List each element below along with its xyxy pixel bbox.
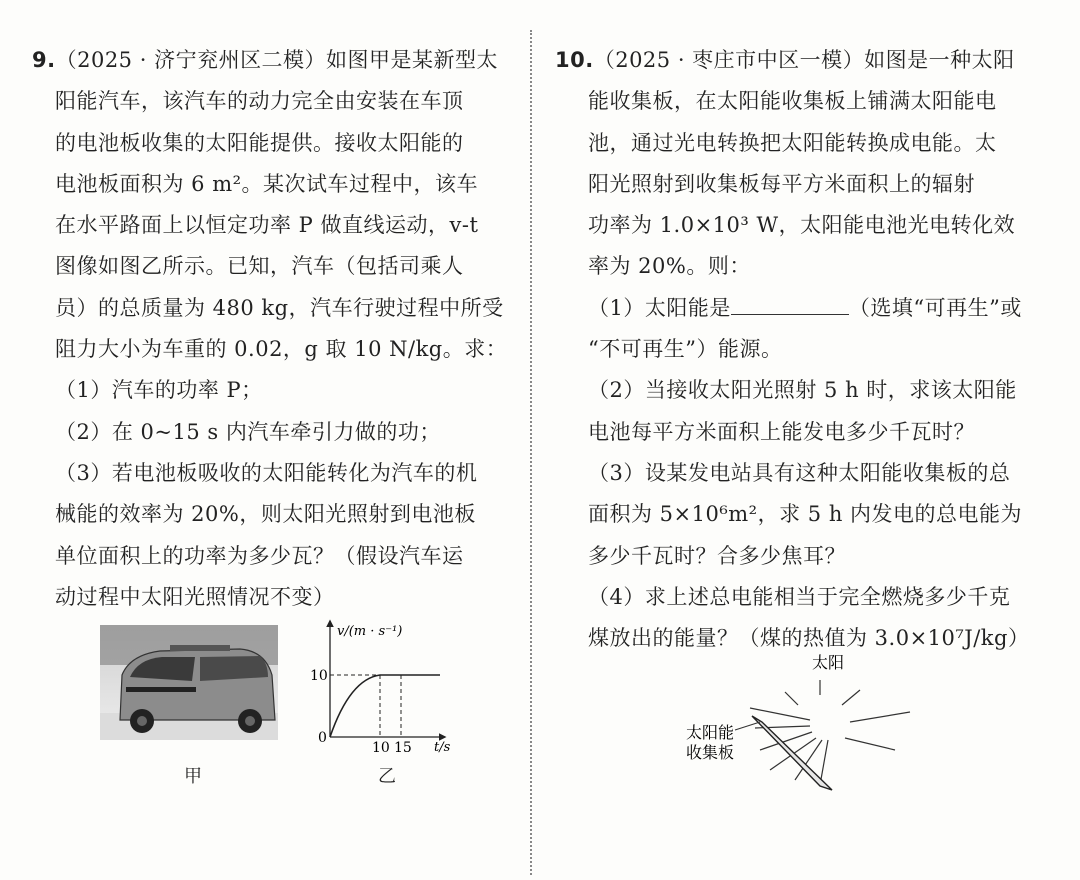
q10-sub-1-a: （1）太阳能是 <box>588 295 731 320</box>
q9-text-0: （2025 · 济宁兖州区二模）如图甲是某新型太 <box>55 48 499 72</box>
figure-yi-caption: 乙 <box>378 766 396 787</box>
column-divider <box>530 30 532 875</box>
q9-sub-3c: 单位面积上的功率为多少瓦？（假设汽车运 <box>55 543 464 568</box>
q9-sub-3: （3）若电池板吸收的太阳能转化为汽车的机 <box>55 460 478 485</box>
panel-label-2: 收集板 <box>686 743 735 762</box>
q10-sub-1c: “不可再生”）能源。 <box>588 337 783 362</box>
question-9 <box>32 40 512 618</box>
q10-sub-3b: 面积为 5×10⁶m²，求 5 h 内发电的总电能为 <box>588 502 1023 527</box>
q10-line-4: 功率为 1.0×10³ W，太阳能电池光电转化效 <box>588 213 1016 238</box>
q10-sub-2b: 电池每平方米面积上能发电多少千瓦时？ <box>588 419 975 444</box>
q10-line-2: 池，通过光电转换把太阳能转换成电能。太 <box>588 130 997 155</box>
q10-sub-2: （2）当接收太阳光照射 5 h 时，求该太阳能 <box>588 378 1017 403</box>
q9-number: 9. <box>32 48 56 72</box>
q9-line-5: 图像如图乙所示。已知，汽车（包括司乘人 <box>55 254 464 279</box>
sun-label: 太阳 <box>812 653 845 672</box>
q10-line-1: 能收集板，在太阳能收集板上铺满太阳能电 <box>588 89 997 114</box>
x-axis-label: t/s <box>434 740 451 755</box>
q10-sub-4: （4）求上述总电能相当于完全燃烧多少千克 <box>588 584 1011 609</box>
q10-line-0 <box>555 40 1055 81</box>
q10-sub-3: （3）设某发电站具有这种太阳能收集板的总 <box>588 460 1011 485</box>
light-rays-to-panel <box>750 708 828 785</box>
question-10 <box>555 40 1055 659</box>
q10-sub-4b: 煤放出的能量？（煤的热值为 3.0×10⁷J/kg） <box>588 626 1030 651</box>
figure-jia-caption: 甲 <box>184 766 202 787</box>
q9-line-3: 电池板面积为 6 m²。某次试车过程中，该车 <box>55 171 479 196</box>
solar-collector-diagram <box>670 650 930 810</box>
q10-text-0: （2025 · 枣庄市中区一模）如图是一种太阳 <box>593 48 1015 72</box>
solar-car-photo <box>100 625 278 740</box>
q9-sub-3b: 械能的效率为 20%，则太阳光照射到电池板 <box>55 502 476 527</box>
q10-sub-1 <box>555 288 1055 329</box>
q9-line-2: 的电池板收集的太阳能提供。接收太阳能的 <box>55 130 464 155</box>
q10-line-3: 阳光照射到收集板每平方米面积上的辐射 <box>588 171 975 196</box>
x-tick-15: 15 <box>394 740 412 755</box>
q9-sub-3d: 动过程中太阳光照情况不变） <box>55 584 335 609</box>
q10-sub-3c: 多少千瓦时？合多少焦耳？ <box>588 543 846 568</box>
sun-rays <box>785 680 910 750</box>
q9-sub-2: （2）在 0~15 s 内汽车牵引力做的功； <box>55 419 441 444</box>
q9-sub-1: （1）汽车的功率 P； <box>55 378 263 403</box>
v-t-graph <box>300 615 480 755</box>
q10-sub-1-b: （选填“可再生”或 <box>848 295 1022 320</box>
q9-line-4: 在水平路面上以恒定功率 P 做直线运动，v-t <box>55 213 479 238</box>
panel-pointer <box>735 722 760 730</box>
q9-line-7: 阻力大小为车重的 0.02，g 取 10 N/kg。求： <box>55 337 508 362</box>
q10-line-5: 率为 20%。则： <box>588 254 751 279</box>
q9-line-6: 员）的总质量为 480 kg，汽车行驶过程中所受 <box>55 295 504 320</box>
y-tick-10: 10 <box>310 668 328 684</box>
q9-line-0 <box>32 40 512 81</box>
origin-label: 0 <box>318 730 327 746</box>
y-axis-label: v/(m · s⁻¹) <box>337 624 403 639</box>
velocity-curve <box>330 675 440 737</box>
q10-number: 10. <box>555 48 594 72</box>
q9-line-1: 阳能汽车，该汽车的动力完全由安装在车顶 <box>55 89 464 114</box>
answer-blank[interactable] <box>731 294 849 315</box>
panel-label-1: 太阳能 <box>686 723 735 742</box>
x-tick-10: 10 <box>372 740 390 755</box>
